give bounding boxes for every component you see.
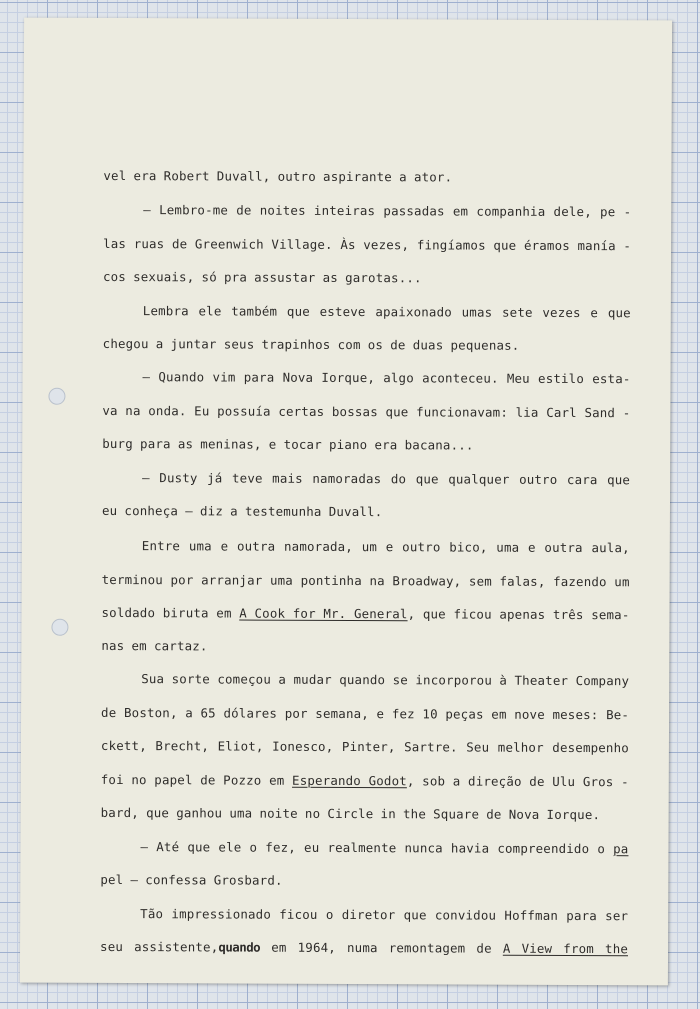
text-line	[142, 470, 630, 488]
text-run: chegou a juntar seus trapinhos com os de duas pequenas.	[102, 335, 520, 353]
text-run: soldado biruta em	[101, 604, 240, 621]
text-line	[101, 772, 629, 790]
text-line	[102, 403, 630, 421]
underlined-title: pa	[613, 841, 629, 857]
text-line	[102, 503, 630, 521]
text-line	[103, 236, 631, 254]
text-run: em 1964, numa remontagem de	[260, 939, 503, 956]
text-line	[143, 369, 631, 387]
text-run: Lembra ele também que esteve apaixonado umas sete vezes e que	[142, 303, 631, 321]
text-run: , que ficou apenas três sema-	[407, 606, 630, 623]
text-line	[103, 269, 631, 287]
struck-out-word: quando	[218, 939, 261, 955]
text-line	[103, 168, 631, 186]
text-run: , sob a direção de Ulu Gros -	[406, 773, 629, 790]
text-run: nas em cartaz.	[101, 637, 208, 654]
text-line	[142, 538, 630, 556]
text-line	[100, 872, 628, 890]
text-line	[102, 436, 630, 454]
text-line	[101, 738, 629, 756]
text-run: bard, que ganhou uma noite no Circle in the Square de Nova Iorque.	[100, 804, 601, 823]
text-run: pel — confessa Grosbard.	[100, 871, 283, 888]
text-run: — Quando vim para Nova Iorque, algo aconteceu. Meu estilo esta-	[142, 369, 631, 387]
text-run: cos sexuais, só pra assustar as garotas...	[102, 268, 422, 286]
text-run: — Até que ele o fez, eu realmente nunca havia compreendido o	[140, 839, 614, 857]
text-run: eu conheça — diz a testemunha Duvall.	[101, 502, 383, 520]
text-run: burg para as meninas, e tocar piano era bacana...	[102, 435, 474, 453]
text-line	[141, 671, 629, 689]
text-run: va na onda. Eu possuía certas bossas que funcionavam: lia Carl Sand -	[102, 402, 631, 421]
text-line	[101, 605, 629, 623]
text-run: vel era Robert Duvall, outro aspirante a ator.	[103, 167, 453, 185]
text-run: terminou por arranjar uma pontinha na Broadway, sem falas, fazendo um	[101, 571, 630, 590]
text-line	[101, 805, 629, 823]
text-line	[143, 202, 631, 220]
text-run: Sua sorte começou a mudar quando se incorporou à Theater Company	[141, 671, 630, 689]
text-run: — Dusty já teve mais namoradas do que qualquer outro cara que	[142, 470, 631, 488]
text-line	[100, 939, 628, 957]
text-line	[101, 705, 629, 723]
text-line	[140, 839, 628, 857]
typewritten-text	[100, 167, 632, 957]
text-line	[101, 638, 629, 656]
text-line	[102, 572, 630, 590]
text-run: Tão impressionado ficou o diretor que convidou Hoffman para ser	[140, 906, 629, 924]
text-line	[140, 906, 628, 924]
text-run: las ruas de Greenwich Village. Às vezes, fingíamos que éramos manía -	[103, 235, 632, 254]
text-run: Entre uma e outra namorada, um e outro bico, uma e outra aula,	[141, 538, 630, 556]
text-run: — Lembro-me de noites inteiras passadas em companhia dele, pe -	[143, 202, 632, 220]
punch-hole	[48, 388, 65, 405]
typed-page	[20, 18, 672, 986]
text-run: seu assistente,	[100, 938, 219, 955]
text-run: ckett, Brecht, Eliot, Ionesco, Pinter, Sartre. Seu melhor desempenho	[100, 737, 629, 756]
text-run: de Boston, a 65 dólares por semana, e fez 10 peças em nove meses: Be-	[101, 704, 630, 723]
text-line	[103, 336, 631, 354]
underlined-title: A Cook for Mr. General	[239, 605, 408, 622]
underlined-title: Esperando Godot	[292, 772, 407, 789]
punch-hole	[51, 619, 68, 636]
text-run: foi no papel de Pozzo em	[100, 771, 293, 788]
text-line	[143, 303, 631, 321]
underlined-title: A View from the	[502, 940, 629, 957]
